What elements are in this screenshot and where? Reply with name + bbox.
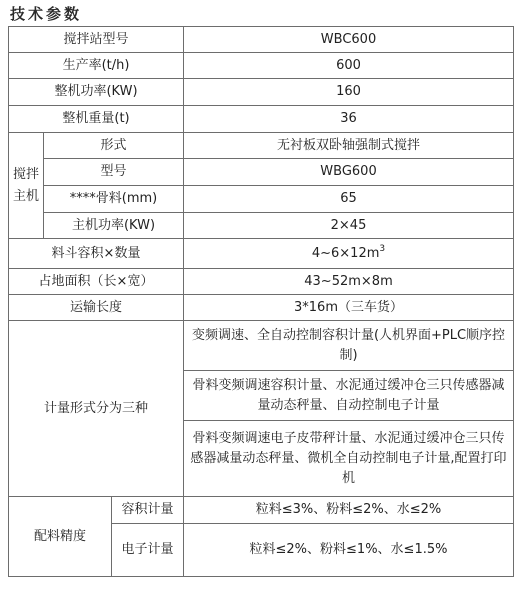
hopper-value-base: 4~6×12m [311,245,380,261]
metering-option-1: 变频调速、全自动控制容积计量(人机界面+PLC顺序控制) [184,321,514,371]
table-row-total-power [9,79,514,106]
total-power-label: 整机功率(KW) [9,79,184,106]
accuracy-label: 配料精度 [9,497,112,577]
table-row-mixer-aggregate [9,186,514,213]
table-row-mixer-type [9,159,514,186]
mixer-form-label: 形式 [44,133,184,159]
productivity-value: 600 [184,53,514,79]
spec-table [8,26,514,577]
mixer-form-value: 无衬板双卧轴强制式搅拌 [184,133,514,159]
mixer-group-label [9,133,44,239]
hopper-label: 料斗容积×数量 [9,239,184,269]
table-row-metering-1 [9,321,514,371]
mixer-group-label-line2: 主机 [13,188,40,204]
accuracy-electronic-value: 粒料≤2%、粉料≤1%、水≤1.5% [184,524,514,577]
transport-value: 3*16m（三车货） [184,295,514,321]
mixer-aggregate-value: 65 [184,186,514,213]
table-row-model [9,27,514,53]
hopper-value-exponent: 3 [379,243,386,254]
metering-label: 计量形式分为三种 [9,321,184,497]
area-value: 43~52m×8m [184,269,514,295]
table-row-total-weight [9,106,514,133]
total-power-value: 160 [184,79,514,106]
mixer-aggregate-label: ****骨料(mm) [44,186,184,213]
mixer-group-label-line1: 搅拌 [13,166,40,182]
model-label: 搅拌站型号 [9,27,184,53]
mixer-power-value: 2×45 [184,213,514,239]
transport-label: 运输长度 [9,295,184,321]
table-row-productivity [9,53,514,79]
area-label: 占地面积（长×宽） [9,269,184,295]
table-row-mixer-form [9,133,514,159]
mixer-power-label: 主机功率(KW) [44,213,184,239]
productivity-label: 生产率(t/h) [9,53,184,79]
table-row-mixer-power [9,213,514,239]
table-row-accuracy-volumetric [9,497,514,524]
accuracy-electronic-label: 电子计量 [112,524,184,577]
table-row-area [9,269,514,295]
metering-option-2: 骨料变频调速容积计量、水泥通过缓冲仓三只传感器减量动态秤量、自动控制电子计量 [184,371,514,421]
table-row-transport [9,295,514,321]
accuracy-volumetric-label: 容积计量 [112,497,184,524]
table-row-hopper [9,239,514,269]
total-weight-value: 36 [184,106,514,133]
mixer-type-label: 型号 [44,159,184,186]
mixer-type-value: WBG600 [184,159,514,186]
model-value: WBC600 [184,27,514,53]
total-weight-label: 整机重量(t) [9,106,184,133]
metering-option-3: 骨料变频调速电子皮带秤计量、水泥通过缓冲仓三只传感器减量动态秤量、微机全自动控制电子计量,配置打印机 [184,421,514,497]
accuracy-volumetric-value: 粒料≤3%、粉料≤2%、水≤2% [184,497,514,524]
page-title: 技术参数 [10,5,83,23]
hopper-value [184,239,514,269]
